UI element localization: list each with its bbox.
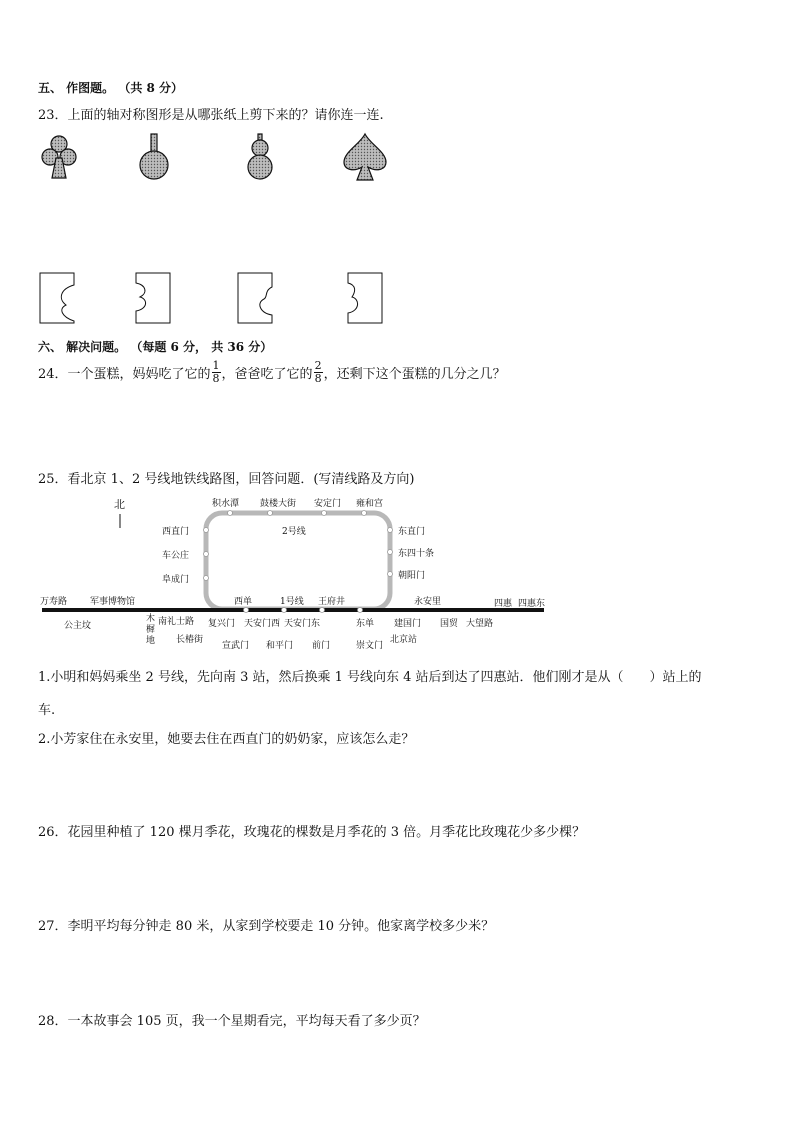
q23-text: 23．上面的轴对称图形是从哪张纸上剪下来的？请你连一连. (38, 108, 384, 123)
section6-title: 六、 解决问题。 （每题 6 分， 共 36 分） (38, 340, 273, 354)
station-chegongzhuang[interactable]: 车公庄 (162, 551, 190, 561)
q24-text-b: ，爸爸吃了它的 (221, 367, 313, 382)
line2-label: 2号线 (282, 527, 306, 537)
station-chongwenmen[interactable]: 崇文门 (356, 641, 384, 651)
station-dongzhimen[interactable]: 东直门 (398, 527, 426, 537)
station-dongdan[interactable]: 东单 (356, 619, 375, 629)
station-yonghegong[interactable]: 雍和宫 (356, 499, 384, 509)
paper-piece-1[interactable] (40, 273, 74, 323)
q28-text: 28．一本故事会 105 页，我一个星期看完，平均每天看了多少页？ (38, 1014, 426, 1029)
station-wangfujing[interactable]: 王府井 (318, 597, 346, 607)
q26-text: 26．花园里种植了 120 棵月季花，玫瑰花的棵数是月季花的 3 倍。月季花比玫瑰花少多少棵？ (38, 825, 586, 840)
symmetric-shapes (30, 130, 390, 190)
station-xuanwumen[interactable]: 宣武门 (222, 641, 250, 651)
station-wanshoulu[interactable]: 万寿路 (40, 597, 68, 607)
gourd-icon (248, 134, 272, 179)
north-label: 北 (114, 498, 125, 511)
gourd-bottle-icon (140, 134, 168, 179)
q25-sub1-cont: 车. (38, 703, 56, 718)
station-junshibowuguan[interactable]: 军事博物馆 (90, 597, 136, 607)
station-beijingzhan[interactable]: 北京站 (390, 635, 418, 645)
station-line1-label: 1号线 (280, 597, 304, 607)
station-xidan[interactable]: 西单 (234, 597, 253, 607)
fraction-two-eighths: $\frac{2}{8}$ (314, 359, 322, 385)
fraction-one-eighth: $\frac{1}{8}$ (212, 359, 220, 385)
station-sihui[interactable]: 四惠 (494, 599, 513, 609)
paper-pieces (30, 265, 400, 327)
q24-text-a: 24．一个蛋糕，妈妈吃了它的 (38, 367, 211, 382)
paper-piece-2[interactable] (136, 273, 170, 323)
station-tiananmendong[interactable]: 天安门东 (284, 619, 321, 629)
station-tiananmenxi[interactable]: 天安门西 (244, 619, 281, 629)
station-gongzhufen[interactable]: 公主坟 (64, 621, 92, 631)
station-hepingmen[interactable]: 和平门 (266, 641, 294, 651)
station-changchunjie[interactable]: 长椿街 (176, 635, 204, 645)
station-guloudajie[interactable]: 鼓楼大街 (260, 499, 297, 509)
station-jishuitan[interactable]: 积水潭 (212, 499, 240, 509)
station-sihuidong[interactable]: 四惠东 (518, 599, 546, 609)
q25-text: 25．看北京 1、2 号线地铁线路图，回答问题．(写清线路及方向) (38, 472, 415, 487)
station-fuchengmen[interactable]: 阜成门 (162, 575, 190, 585)
station-fuxingmen[interactable]: 复兴门 (208, 619, 236, 629)
station-dongsishitiao[interactable]: 东四十条 (398, 549, 435, 559)
station-qianmen[interactable]: 前门 (312, 641, 331, 651)
spade-icon (344, 134, 386, 180)
club-icon (42, 136, 76, 178)
station-andingmen[interactable]: 安定门 (314, 499, 342, 509)
q25-sub2: 2.小芳家住在永安里，她要去住在西直门的奶奶家，应该怎么走？ (38, 732, 415, 747)
q24-text-c: ，还剩下这个蛋糕的几分之几？ (323, 367, 506, 382)
station-chaoyangmen[interactable]: 朝阳门 (398, 571, 426, 581)
subway-map (34, 490, 554, 652)
station-guomao[interactable]: 国贸 (440, 619, 459, 629)
station-xizhimen[interactable]: 西直门 (162, 527, 190, 537)
q25-sub1: 1.小明和妈妈乘坐 2 号线，先向南 3 站，然后换乘 1 号线向东 4 站后到达了四惠站．他们刚才是从（ ）站上的 (38, 670, 702, 685)
station-jianguomen[interactable]: 建国门 (394, 619, 422, 629)
q27-text: 27．李明平均每分钟走 80 米，从家到学校要走 10 分钟。他家离学校多少米？ (38, 919, 495, 934)
station-muxidi[interactable]: 木樨地 (146, 614, 156, 646)
section5-title: 五、 作图题。 （共 8 分） (38, 81, 184, 95)
paper-piece-4[interactable] (348, 273, 382, 323)
q24 (38, 360, 506, 385)
station-yonganli[interactable]: 永安里 (414, 597, 442, 607)
station-nanlishilu[interactable]: 南礼士路 (158, 617, 195, 627)
station-dawanglu[interactable]: 大望路 (466, 619, 494, 629)
paper-piece-3[interactable] (238, 273, 272, 323)
